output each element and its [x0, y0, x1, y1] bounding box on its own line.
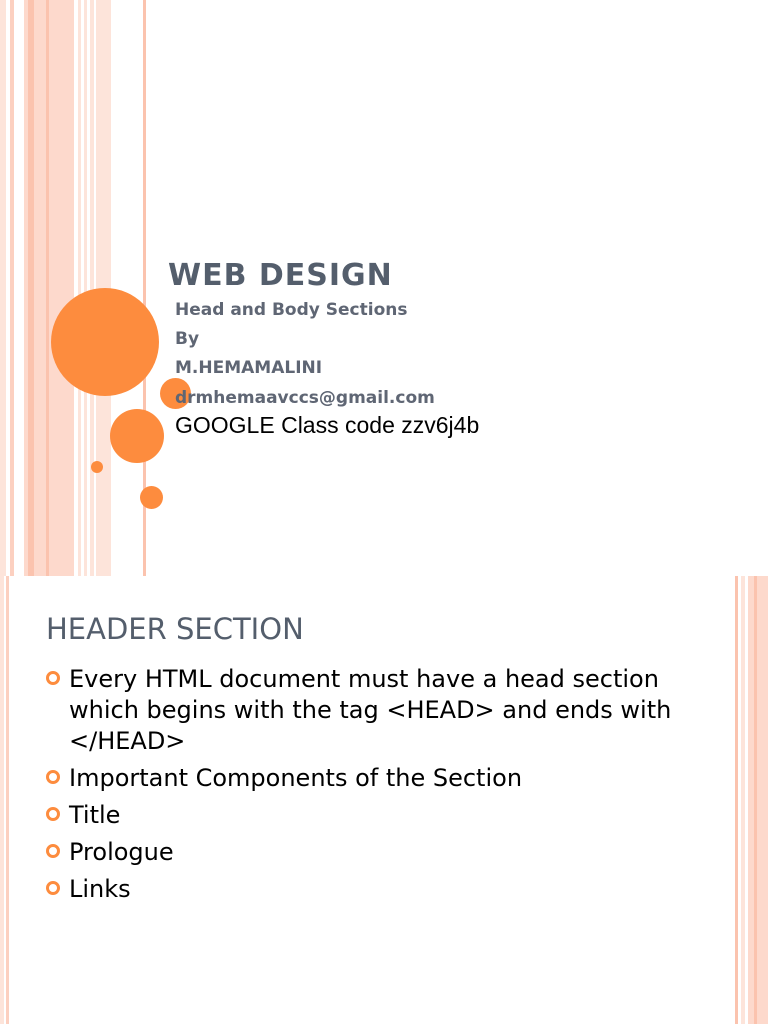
decorative-stripe — [46, 0, 49, 576]
bullet-text: Prologue — [69, 838, 174, 866]
decorative-stripe — [6, 576, 9, 1024]
decorative-stripe — [748, 576, 768, 1024]
decorative-stripe — [90, 0, 94, 576]
decorative-stripe — [10, 0, 14, 576]
list-item — [46, 837, 706, 868]
decorative-stripe — [74, 0, 77, 576]
decorative-stripe — [84, 0, 87, 576]
class-code-text: GOOGLE Class code zzv6j4b — [175, 412, 480, 438]
bullet-ring-icon — [46, 671, 60, 685]
bullet-ring-icon — [46, 881, 60, 895]
bullet-text: Title — [69, 801, 121, 829]
decorative-circle — [110, 409, 164, 463]
subtitle-line-topic: Head and Body Sections — [175, 300, 408, 320]
list-item — [46, 763, 706, 794]
bullet-ring-icon — [46, 844, 60, 858]
list-item — [46, 800, 706, 831]
decorative-circle — [51, 288, 159, 396]
bullet-text: Links — [69, 875, 131, 903]
decorative-stripe — [0, 0, 6, 576]
decorative-circle — [91, 461, 103, 473]
decorative-circle — [140, 486, 163, 509]
list-item — [46, 874, 706, 905]
decorative-stripe — [735, 576, 738, 1024]
decorative-stripe — [28, 0, 34, 576]
bullet-text: Every HTML document must have a head section which begins with the tag <HEAD> and ends with </HEAD> — [69, 665, 672, 755]
subtitle-line-by: By — [175, 329, 200, 349]
decorative-stripe — [754, 576, 757, 1024]
decorative-stripe — [78, 0, 81, 576]
subtitle-line-author: M.HEMAMALINI — [175, 358, 323, 378]
bullet-list — [46, 664, 706, 911]
bullet-text: Important Components of the Section — [69, 764, 523, 792]
bullet-ring-icon — [46, 770, 60, 784]
bullet-ring-icon — [46, 807, 60, 821]
list-item — [46, 664, 706, 757]
slide-title: WEB DESIGN — [168, 258, 393, 293]
subtitle-line-email: drmhemaavccs@gmail.com — [175, 388, 435, 408]
decorative-stripe — [0, 576, 4, 1024]
slide-title: HEADER SECTION — [46, 612, 304, 646]
decorative-stripe — [741, 576, 745, 1024]
